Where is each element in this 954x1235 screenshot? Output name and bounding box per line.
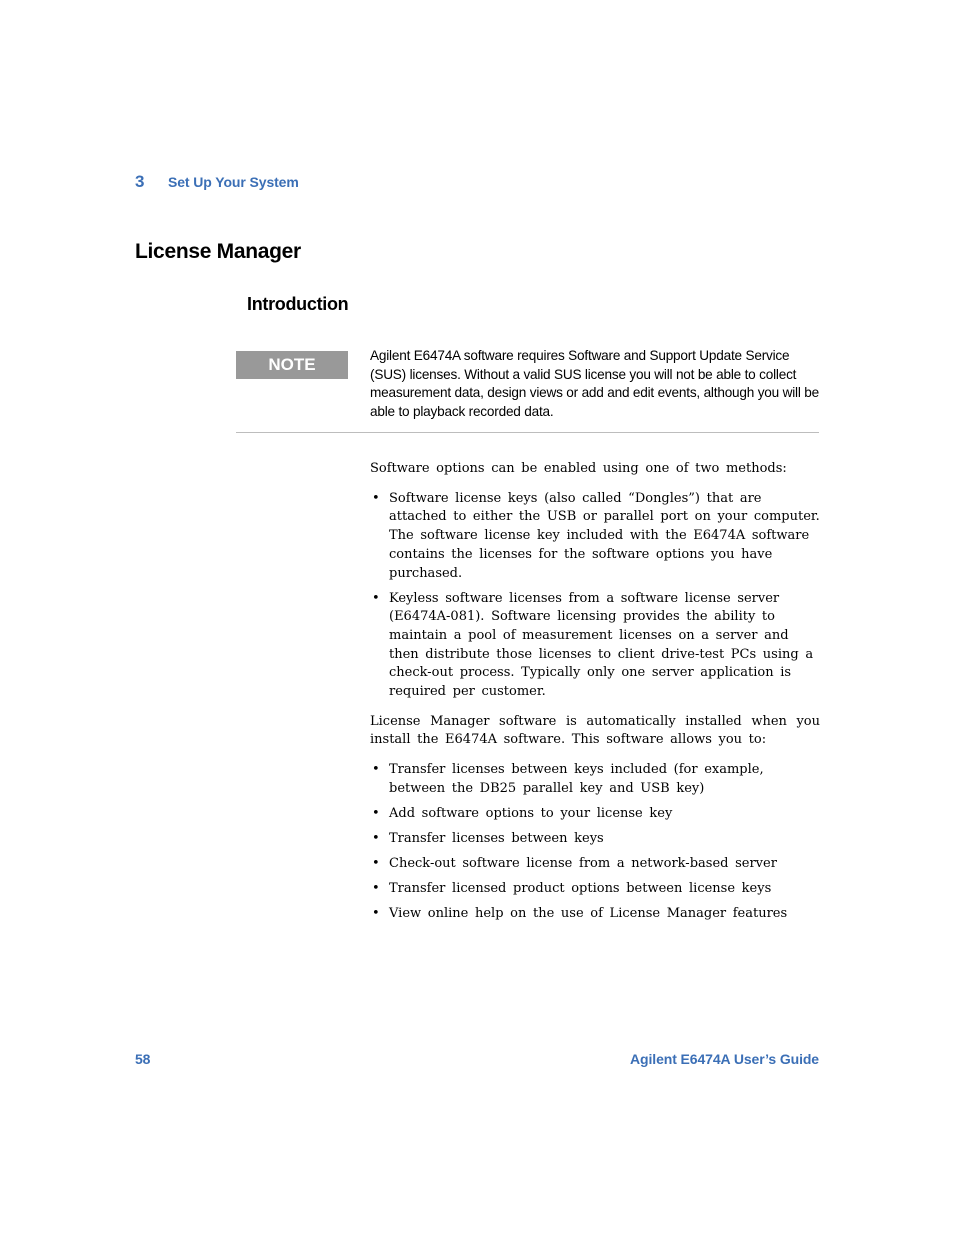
bullet-icon: • bbox=[372, 762, 380, 778]
list-item: • Check-out software license from a network-based server bbox=[370, 855, 820, 874]
list-item: • View online help on the use of License Manager features bbox=[370, 905, 820, 924]
bullet-icon: • bbox=[372, 805, 380, 821]
list-item: • Transfer licenses between keys bbox=[370, 830, 820, 849]
running-header bbox=[135, 172, 299, 192]
methods-intro: Software options can be enabled using one of two methods: bbox=[370, 461, 787, 476]
note-badge: NOTE bbox=[236, 351, 348, 379]
bullet-icon: • bbox=[372, 880, 380, 896]
list-item: • Transfer licenses between keys included (for example, between the DB25 parallel key and USB key) bbox=[372, 762, 764, 796]
note-text: Agilent E6474A software requires Software and Support Update Service (SUS) licenses. Without a valid SUS license you will not be able to collect measurement data, design views or add and edit events, although you will be able to playback recorded data. bbox=[370, 348, 819, 419]
capabilities-list bbox=[370, 761, 820, 923]
guide-title: Agilent E6474A User’s Guide bbox=[630, 1051, 819, 1067]
page-number: 58 bbox=[135, 1051, 151, 1067]
manager-intro: License Manager software is automatically installed when you install the E6474A software. This software allows you to: bbox=[370, 713, 820, 748]
chapter-title: Set Up Your System bbox=[168, 174, 299, 190]
bullet-icon: • bbox=[372, 905, 380, 921]
bullet-icon: • bbox=[372, 830, 380, 846]
bullet-icon: • bbox=[372, 590, 380, 606]
section-title: License Manager bbox=[135, 240, 301, 263]
bullet-icon: • bbox=[372, 490, 380, 506]
list-item: • Transfer licensed product options between license keys bbox=[370, 880, 820, 899]
bullet-icon: • bbox=[372, 855, 380, 871]
list-item: • Software license keys (also called “Dongles”) that are attached to either the USB or parallel port on your computer. The software license key included with the E6474A software contains the licenses for the software options you have purchased. bbox=[372, 490, 820, 581]
list-item: • Keyless software licenses from a software license server (E6474A-081). Software licensing provides the ability to maintain a pool of measurement licenses on a server and then distribute those licenses to client drive-test PCs using a check-out process. Typically only one server application is required per customer. bbox=[372, 590, 814, 700]
note-divider bbox=[236, 432, 819, 433]
body-content bbox=[370, 460, 820, 935]
chapter-number: 3 bbox=[135, 172, 145, 191]
methods-list bbox=[370, 490, 820, 702]
subsection-title: Introduction bbox=[247, 294, 349, 314]
list-item: • Add software options to your license key bbox=[370, 805, 820, 824]
